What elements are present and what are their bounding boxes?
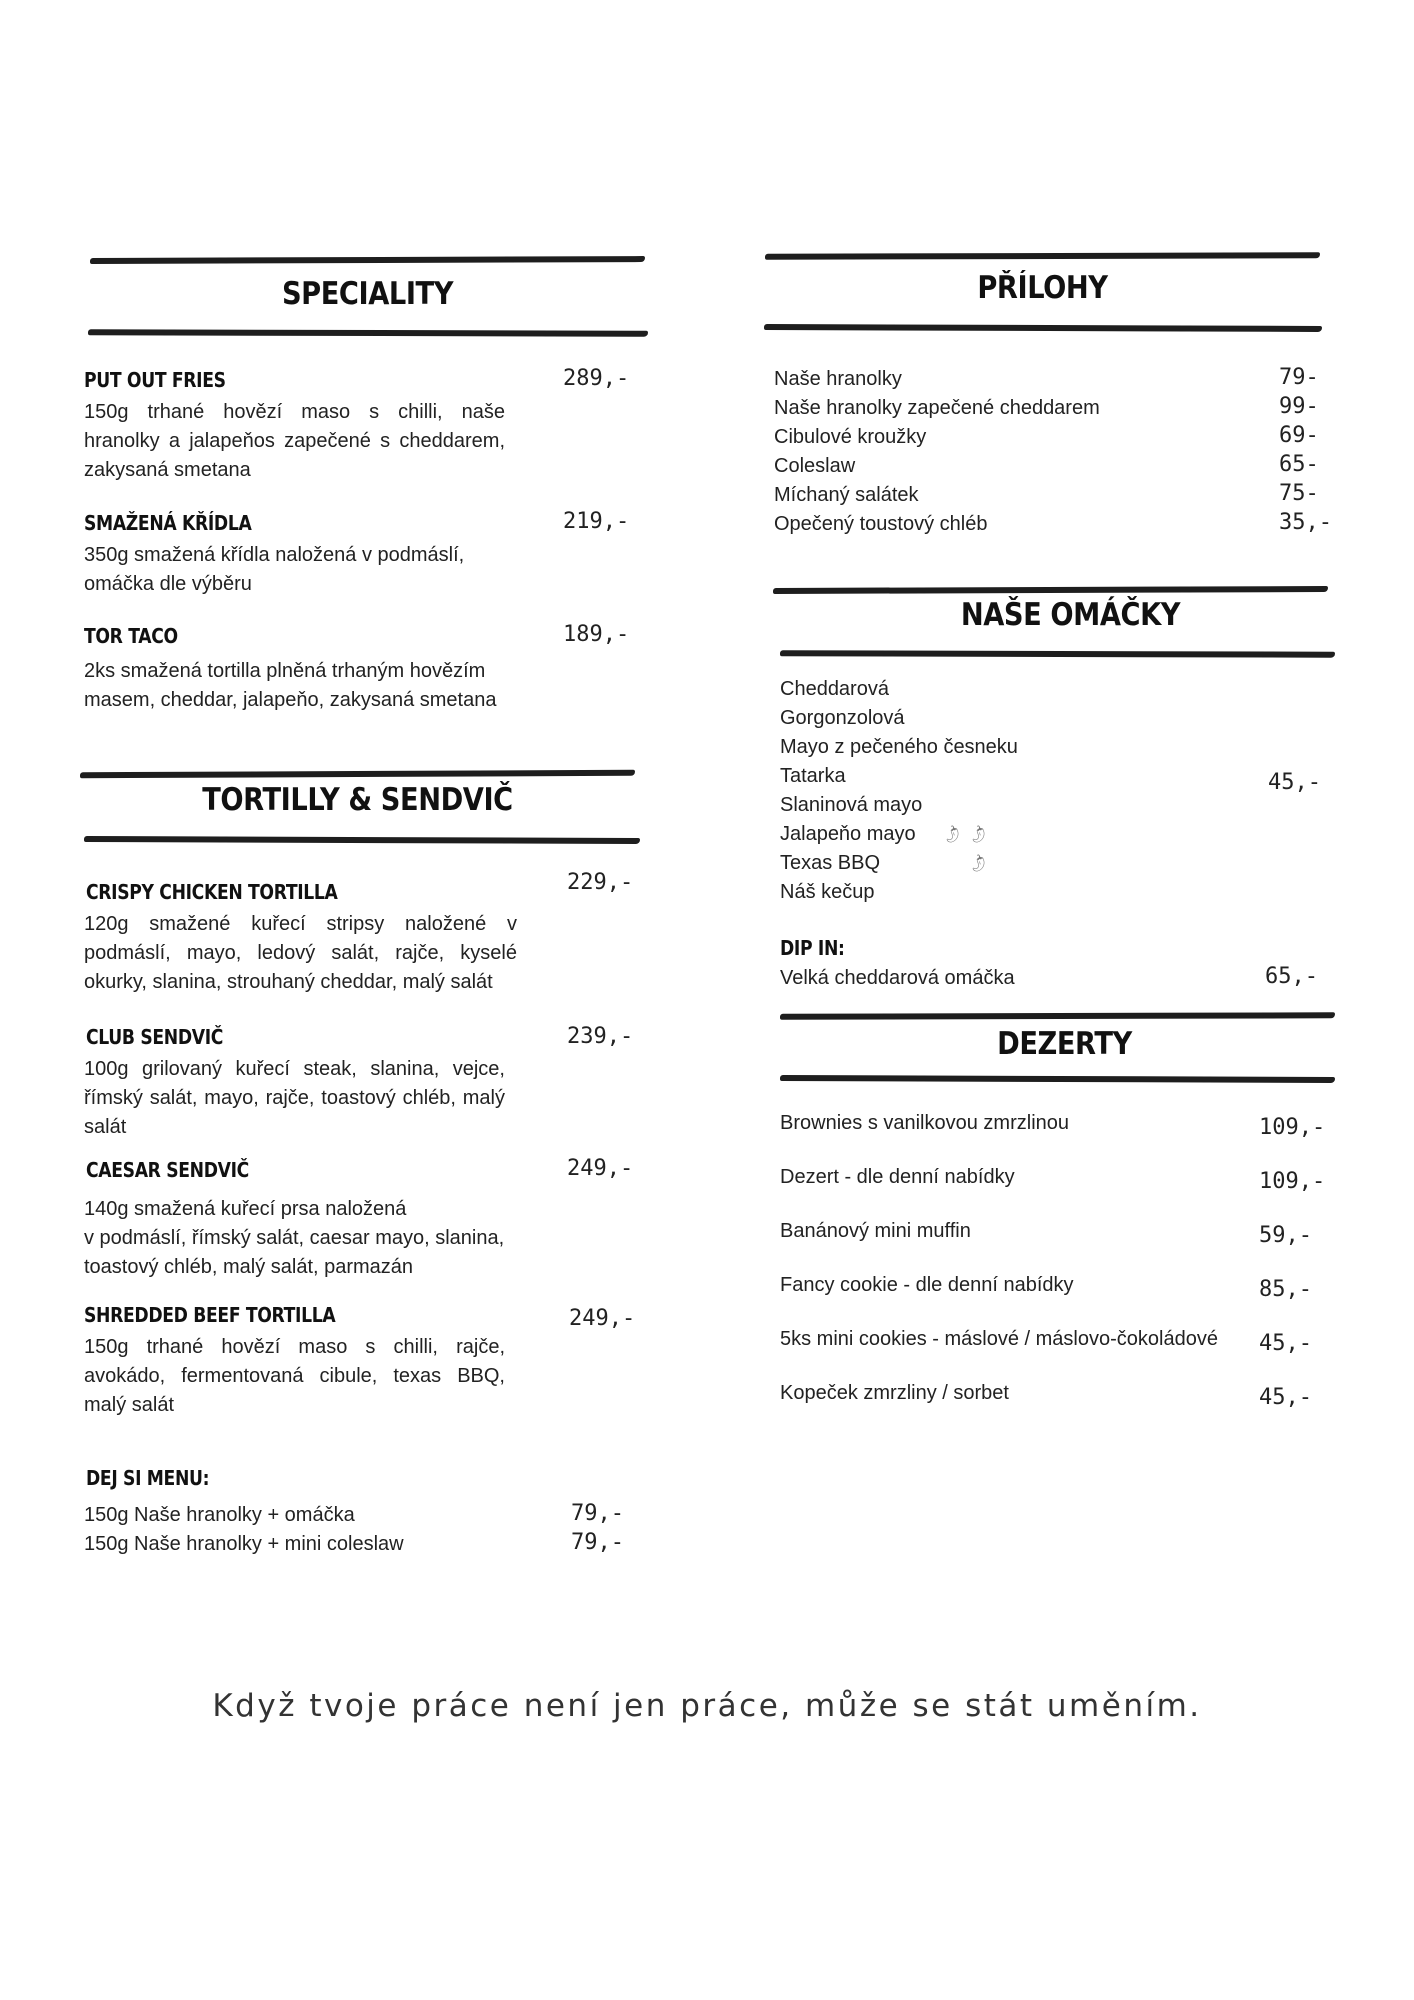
menu-item-name: CAESAR SENDVIČ [86,1158,249,1182]
brush-divider [780,1075,1335,1083]
chili-pepper-icon: 🌶 [939,822,964,846]
dessert-price: 45,- [1259,1385,1312,1410]
brush-divider [773,586,1328,594]
side-item: Coleslaw [774,455,856,477]
dessert-price: 109,- [1259,1115,1326,1140]
menu-item-price: 189,- [563,622,630,647]
side-price: 75- [1279,481,1319,506]
sauce-item: Cheddarová [780,678,889,700]
side-price: 65- [1279,452,1319,477]
menu-item-name: CRISPY CHICKEN TORTILLA [86,880,338,904]
menu-item-desc-line: v podmáslí, římský salát, caesar mayo, slanina, [84,1227,505,1249]
side-item: Opečený toustový chléb [774,513,988,535]
brush-divider [84,836,640,844]
menu-item-desc: 150g trhané hovězí maso s chilli, rajče, avokádo, fermentovaná cibule, texas BBQ, malý salát [84,1336,505,1416]
menu-combo-title: DEJ SI MENU: [86,1466,210,1490]
sauce-item: Tatarka [780,765,846,787]
side-price: 69- [1279,423,1319,448]
menu-combo-item: 150g Naše hranolky + omáčka [84,1504,355,1526]
menu-item-price: 219,- [563,509,630,534]
menu-item-desc: 120g smažené kuřecí stripsy naložené v podmáslí, mayo, ledový salát, rajče, kyselé okurky, slanina, strouhaný cheddar, malý salát [84,913,517,993]
side-item: Naše hranolky zapečené cheddarem [774,397,1100,419]
section-title-speciality: SPECIALITY [281,276,454,312]
dessert-price: 59,- [1259,1223,1312,1248]
menu-item-desc-line: toastový chléb, malý salát, parmazán [84,1256,414,1278]
menu-item-name: SMAŽENÁ KŘÍDLA [84,511,252,535]
menu-item-name: CLUB SENDVIČ [86,1025,224,1049]
dessert-item: Dezert - dle denní nabídky [780,1166,1015,1188]
sauce-item: Slaninová mayo [780,794,923,816]
dessert-item: Fancy cookie - dle denní nabídky [780,1274,1074,1296]
menu-item-name: TOR TACO [84,624,178,648]
dessert-item: Banánový mini muffin [780,1220,971,1242]
side-item: Naše hranolky [774,368,902,390]
menu-combo-price: 79,- [571,1501,624,1526]
menu-item-desc: 100g grilovaný kuřecí steak, slanina, vejce, římský salát, mayo, rajče, toastový chléb, malý salát [84,1058,505,1138]
brush-divider [780,650,1335,657]
dip-item: Velká cheddarová omáčka [780,967,1015,989]
menu-item-desc: 350g smažená křídla naložená v podmáslí, omáčka dle výběru [84,544,465,595]
menu-combo-price: 79,- [571,1530,624,1555]
brush-divider [88,329,648,336]
brush-divider [764,324,1322,332]
menu-combo-item: 150g Naše hranolky + mini coleslaw [84,1533,404,1555]
menu-item-name: SHREDDED BEEF TORTILLA [84,1303,336,1327]
menu-item-price: 239,- [567,1024,634,1049]
chili-pepper-icon: 🌶 [965,822,990,846]
menu-item-name: PUT OUT FRIES [84,368,226,392]
brush-divider [90,256,645,264]
menu-item-price: 229,- [567,870,634,895]
sauce-item: Náš kečup [780,881,875,903]
sauce-item: Jalapeňo mayo [780,823,916,845]
menu-item-desc: 2ks smažená tortilla plněná trhaným hovězím masem, cheddar, jalapeňo, zakysaná smetana [84,660,497,711]
menu-item-price: 289,- [563,366,630,391]
section-title-tortilly: TORTILLY & SENDVIČ [202,782,513,818]
side-item: Míchaný salátek [774,484,919,506]
dessert-item: Brownies s vanilkovou zmrzlinou [780,1112,1070,1134]
dip-price: 65,- [1265,964,1318,989]
menu-item-price: 249,- [569,1306,636,1331]
chili-pepper-icon: 🌶 [965,851,990,875]
dessert-item: Kopeček zmrzliny / sorbet [780,1382,1009,1404]
sauce-item: Mayo z pečeného česneku [780,736,1018,758]
brush-divider [80,770,635,778]
section-title-omacky: NAŠE OMÁČKY [960,597,1181,633]
dessert-price: 85,- [1259,1277,1312,1302]
dessert-price: 45,- [1259,1331,1312,1356]
menu-item-desc-line: 140g smažená kuřecí prsa naložená [84,1198,407,1220]
dip-title: DIP IN: [780,936,845,960]
side-item: Cibulové kroužky [774,426,927,448]
sauce-item: Texas BBQ [780,852,881,874]
section-title-prilohy: PŘÍLOHY [977,270,1108,306]
sauce-price: 45,- [1268,770,1321,795]
menu-item-desc: 150g trhané hovězí maso s chilli, naše hranolky a jalapeňos zapečené s cheddarem, zakysaná smetana [84,401,505,481]
sauce-item: Gorgonzolová [780,707,905,729]
section-title-dezerty: DEZERTY [997,1026,1132,1062]
menu-item-price: 249,- [567,1156,634,1181]
dessert-price: 109,- [1259,1169,1326,1194]
side-price: 35,- [1279,510,1332,535]
dessert-item: 5ks mini cookies - máslové / máslovo-čokoládové [780,1328,1218,1350]
brush-divider [780,1012,1335,1019]
brush-divider [765,252,1320,259]
side-price: 79- [1279,365,1319,390]
footer-quote: Když tvoje práce není jen práce, může se stát uměním. [212,1688,1202,1724]
side-price: 99- [1279,394,1319,419]
